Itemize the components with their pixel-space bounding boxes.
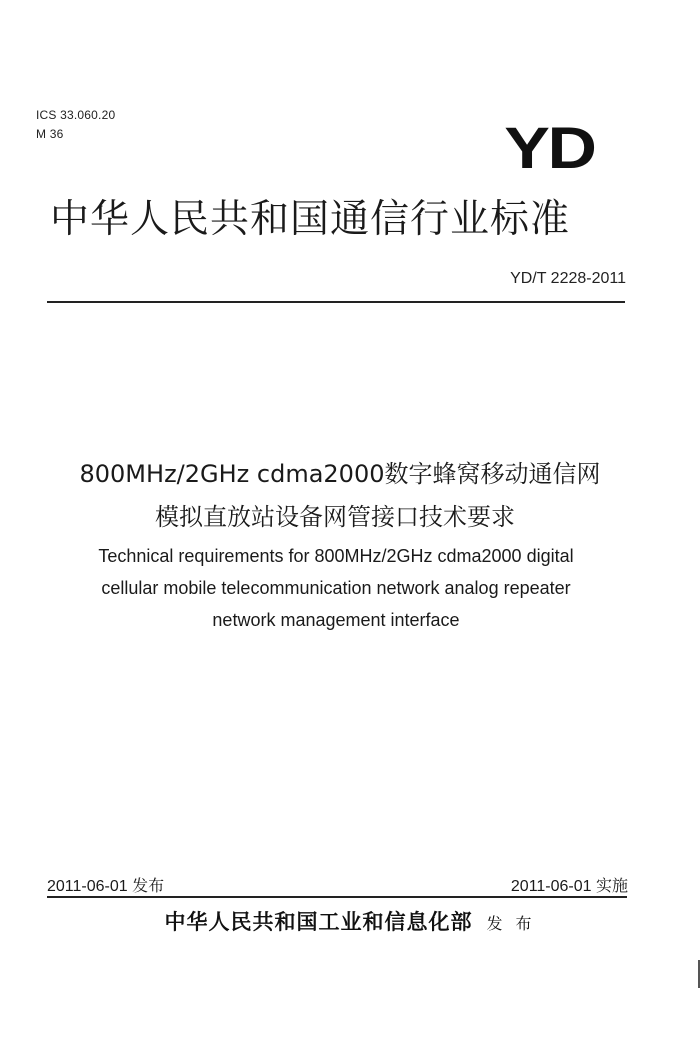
english-title-line-1: Technical requirements for 800MHz/2GHz cdma2000 digital <box>98 546 574 566</box>
standard-category-title: 中华人民共和国通信行业标准 <box>50 197 571 242</box>
issuer-name: 中华人民共和国工业和信息化部 <box>164 909 473 934</box>
english-title-line-2: cellular mobile telecommunication network analog repeater <box>101 578 571 598</box>
issuer-action: 发 布 <box>486 914 536 933</box>
chinese-title-line-2: 模拟直放站设备网管接口技术要求 <box>155 503 515 531</box>
ics-code: ICS 33.060.20 <box>36 108 116 122</box>
publish-date: 2011-06-01 发布 <box>47 878 165 895</box>
bottom-divider <box>47 896 627 898</box>
issuer-line <box>0 906 700 936</box>
chinese-title-line-1: 800MHz/2GHz cdma2000数字蜂窝移动通信网 <box>79 460 601 488</box>
english-title-line-3: network management interface <box>212 610 460 630</box>
yd-logo: YD <box>504 116 595 181</box>
classification-code: M 36 <box>36 127 64 141</box>
implement-date: 2011-06-01 实施 <box>510 878 628 895</box>
standard-number: YD/T 2228-2011 <box>510 270 626 287</box>
top-divider <box>47 301 625 303</box>
